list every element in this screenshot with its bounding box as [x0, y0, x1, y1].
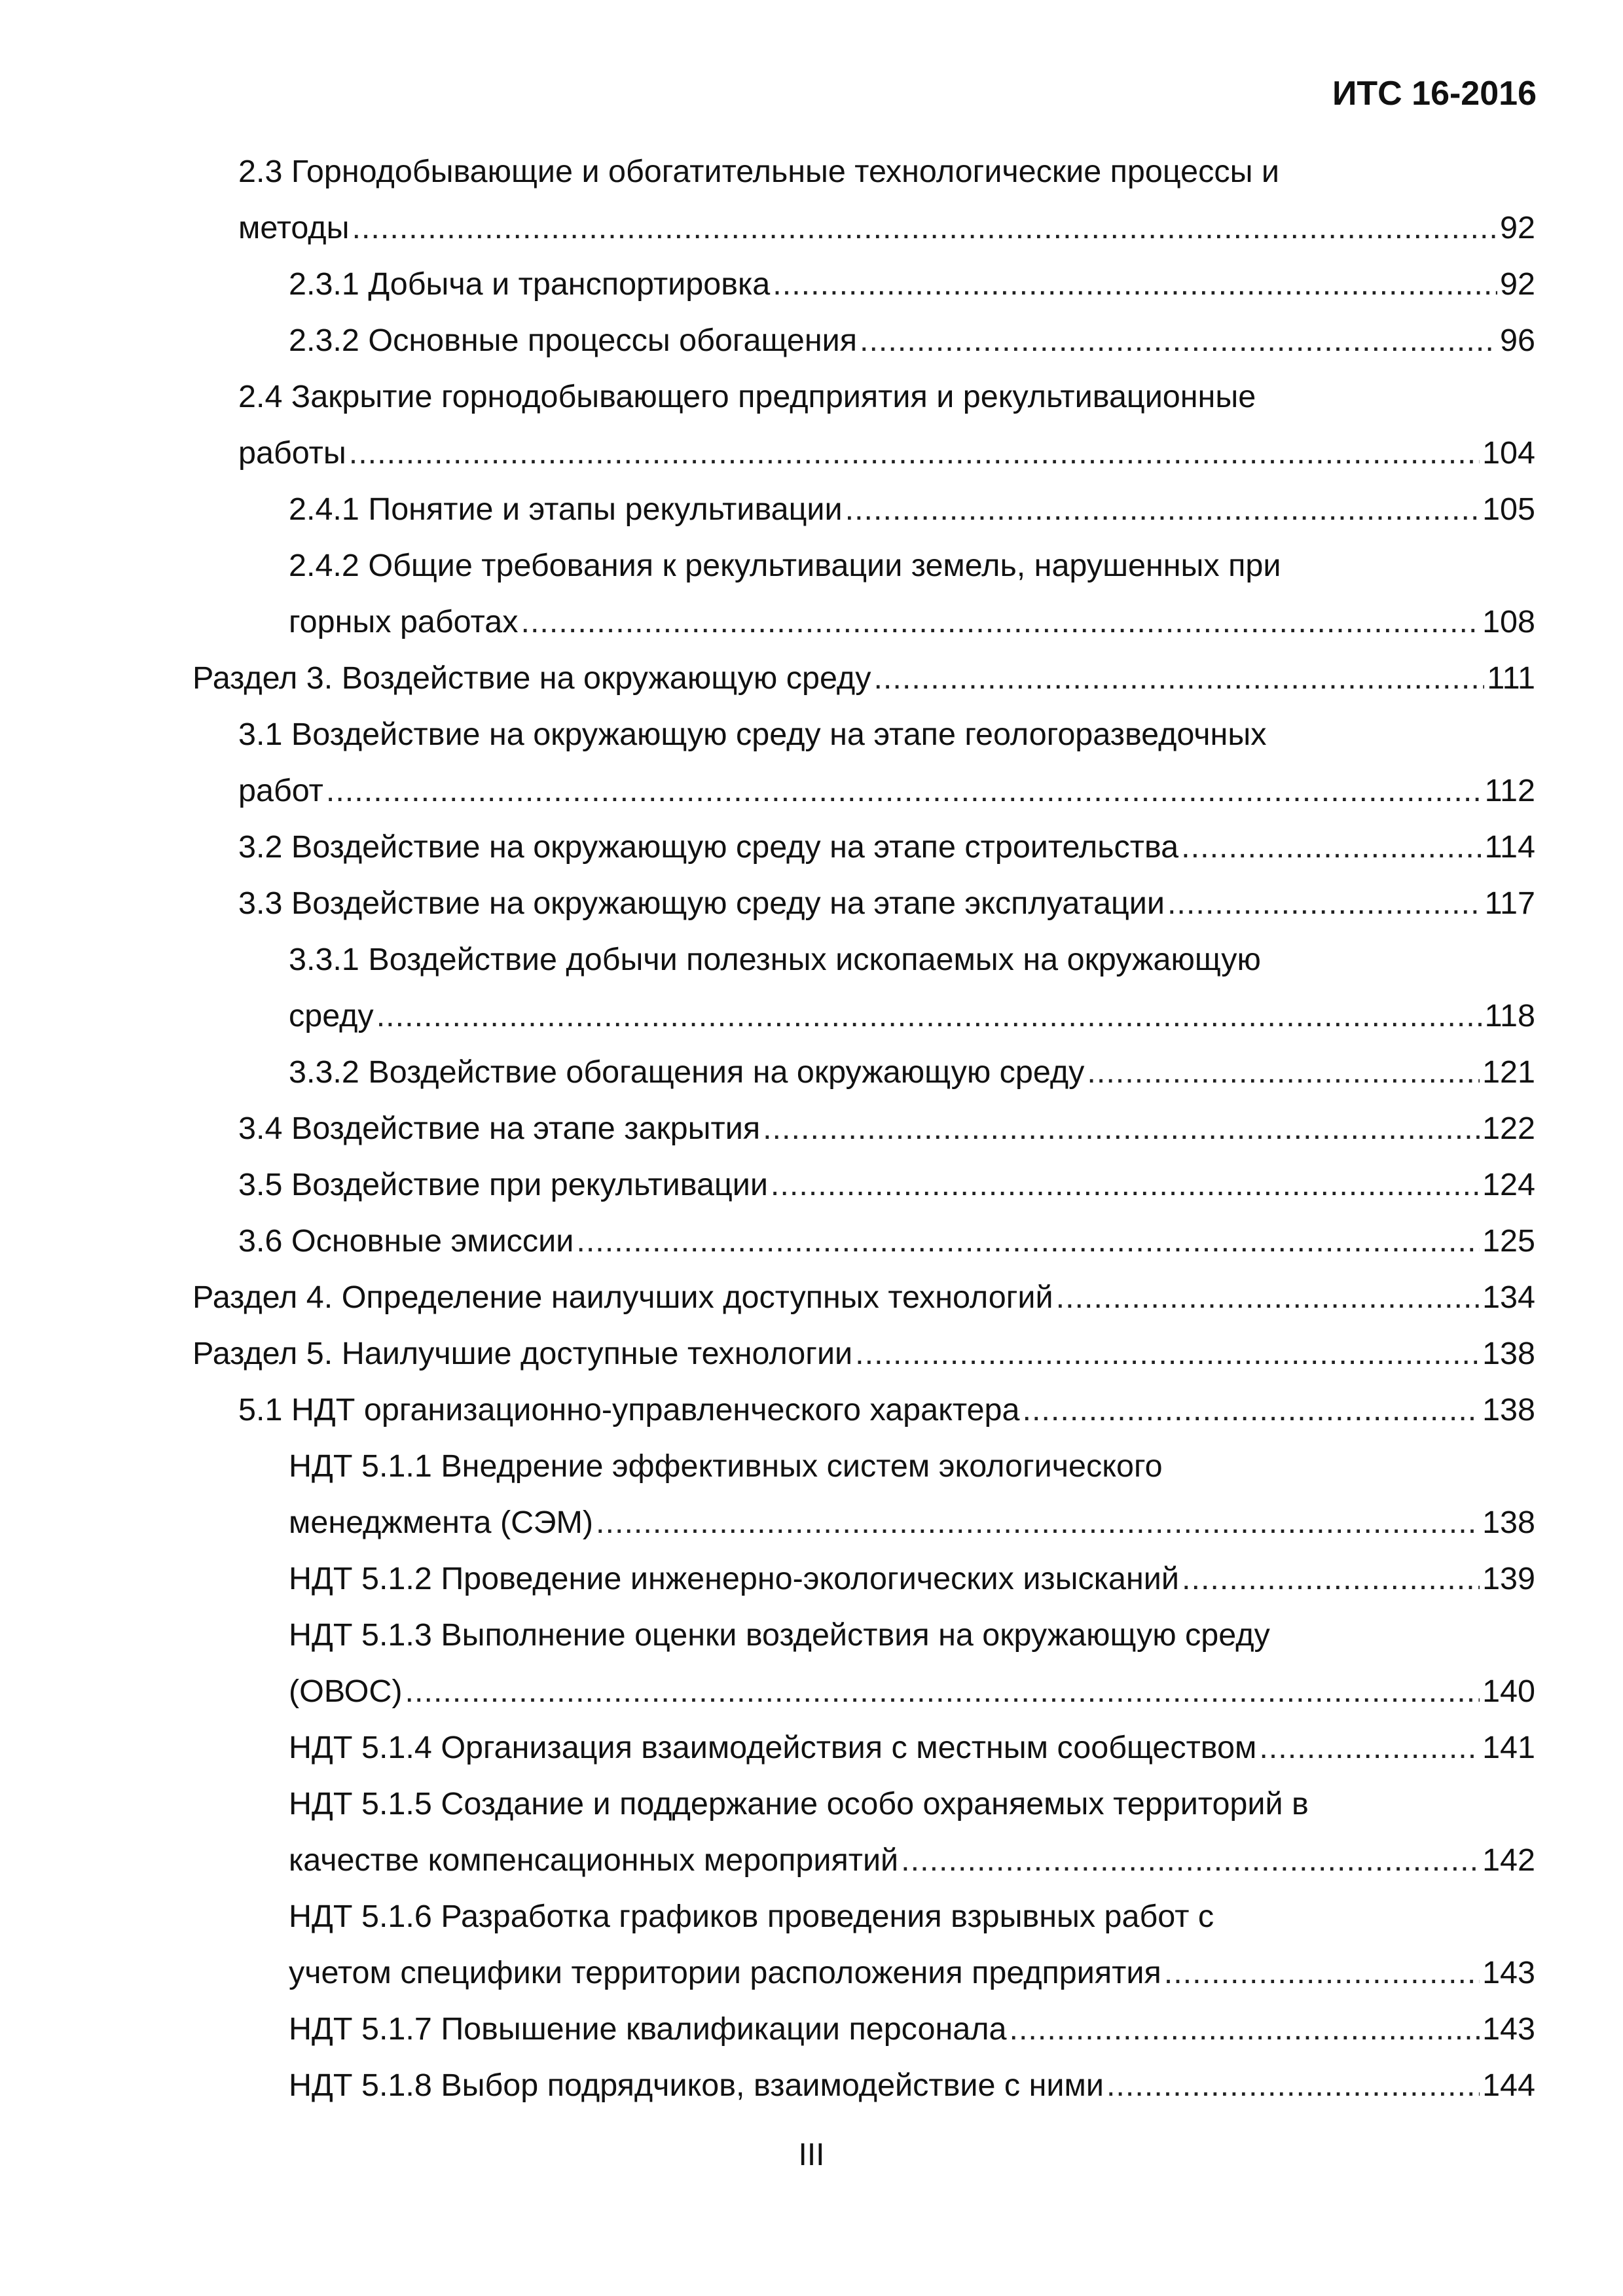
- toc-page-number: 112: [1484, 773, 1535, 808]
- dot-leader: [352, 200, 1497, 256]
- toc-entry-title: 3.5 Воздействие при рекультивации: [238, 1167, 768, 1202]
- toc-entry[interactable]: [0, 1551, 1623, 1607]
- toc-page-number: 138: [1482, 1392, 1535, 1427]
- dot-leader: [349, 425, 1480, 481]
- dot-leader: [376, 988, 1482, 1044]
- toc-page-number: 118: [1484, 998, 1535, 1033]
- toc-entry-title: 3.3.2 Воздействие обогащения на окружающую среду: [289, 1054, 1085, 1090]
- toc-entry[interactable]: [0, 1382, 1623, 1438]
- dot-leader: [1022, 1382, 1480, 1438]
- dot-leader: [1181, 819, 1482, 875]
- toc-page-number: 108: [1482, 604, 1535, 639]
- dot-leader: [520, 594, 1480, 650]
- toc-entry-title: 3.6 Основные эмиссии: [238, 1223, 574, 1259]
- toc-page-number: 96: [1500, 323, 1535, 358]
- toc-entry-title: менеджмента (СЭМ): [289, 1505, 594, 1540]
- toc-entry[interactable]: [0, 256, 1623, 312]
- toc-entry[interactable]: [0, 1044, 1623, 1100]
- toc-page-number: 142: [1482, 1842, 1535, 1878]
- toc-page-number: 92: [1500, 210, 1535, 245]
- toc-entry-title: Раздел 3. Воздействие на окружающую среду: [192, 660, 871, 696]
- toc-entry[interactable]: [0, 1888, 1623, 2001]
- toc-entry-title: среду: [289, 998, 374, 1033]
- toc-entry[interactable]: [0, 1325, 1623, 1382]
- dot-leader: [771, 1157, 1480, 1213]
- dot-leader: [326, 762, 1482, 819]
- dot-leader: [1164, 1945, 1480, 2001]
- toc-entry-title: горных работах: [289, 604, 519, 639]
- toc-page-number: 121: [1482, 1054, 1535, 1090]
- toc-entry-title: качестве компенсационных мероприятий: [289, 1842, 899, 1878]
- dot-leader: [901, 1832, 1480, 1888]
- toc-entry[interactable]: [0, 1607, 1623, 1719]
- toc-page-number: 122: [1482, 1111, 1535, 1146]
- toc-entry-title: работ: [238, 773, 323, 808]
- toc-page-number: 144: [1482, 2068, 1535, 2103]
- toc-entry-title-line: НДТ 5.1.3 Выполнение оценки воздействия на окружающую среду: [289, 1617, 1270, 1653]
- toc-entry[interactable]: [0, 2001, 1623, 2057]
- table-of-contents: [0, 143, 1623, 2113]
- toc-entry-title-line: НДТ 5.1.5 Создание и поддержание особо охраняемых территорий в: [289, 1786, 1309, 1821]
- dot-leader: [1167, 875, 1482, 931]
- toc-page-number: 114: [1484, 829, 1535, 865]
- toc-entry-title-line: 2.4 Закрытие горнодобывающего предприятия и рекультивационные: [238, 379, 1256, 414]
- toc-entry-title: 2.3.2 Основные процессы обогащения: [289, 323, 857, 358]
- toc-page-number: 111: [1487, 660, 1535, 696]
- dot-leader: [405, 1663, 1480, 1719]
- toc-entry[interactable]: [0, 875, 1623, 931]
- toc-entry[interactable]: [0, 481, 1623, 537]
- page-number: III: [798, 2138, 825, 2172]
- dot-leader: [855, 1325, 1480, 1382]
- dot-leader: [845, 481, 1480, 537]
- toc-entry-title-line: НДТ 5.1.1 Внедрение эффективных систем экологического: [289, 1448, 1163, 1484]
- toc-entry-title: 3.3 Воздействие на окружающую среду на этапе эксплуатации: [238, 886, 1165, 921]
- toc-entry-title-line: 2.4.2 Общие требования к рекультивации земель, нарушенных при: [289, 548, 1281, 583]
- toc-entry-title: 2.4.1 Понятие и этапы рекультивации: [289, 492, 843, 527]
- toc-entry[interactable]: [0, 706, 1623, 819]
- dot-leader: [1106, 2057, 1480, 2113]
- dot-leader: [873, 650, 1484, 706]
- toc-entry[interactable]: [0, 143, 1623, 256]
- toc-entry-title: 5.1 НДТ организационно-управленческого характера: [238, 1392, 1020, 1427]
- toc-entry[interactable]: [0, 1719, 1623, 1776]
- toc-entry-title: 3.4 Воздействие на этапе закрытия: [238, 1111, 761, 1146]
- toc-page-number: 117: [1484, 886, 1535, 921]
- document-code: ИТС 16-2016: [1332, 75, 1537, 113]
- toc-entry-title: Раздел 4. Определение наилучших доступных технологий: [192, 1280, 1053, 1315]
- toc-page-number: 141: [1482, 1730, 1535, 1765]
- toc-page-number: 134: [1482, 1280, 1535, 1315]
- toc-entry-title: Раздел 5. Наилучшие доступные технологии: [192, 1336, 853, 1371]
- toc-entry-title: 2.3.1 Добыча и транспортировка: [289, 266, 771, 302]
- toc-page-number: 105: [1482, 492, 1535, 527]
- toc-page-number: 140: [1482, 1674, 1535, 1709]
- dot-leader: [1009, 2001, 1480, 2057]
- dot-leader: [1087, 1044, 1480, 1100]
- toc-entry-title: НДТ 5.1.8 Выбор подрядчиков, взаимодействие с ними: [289, 2068, 1104, 2103]
- toc-entry[interactable]: [0, 650, 1623, 706]
- dot-leader: [576, 1213, 1480, 1269]
- toc-entry-title: НДТ 5.1.4 Организация взаимодействия с местным сообществом: [289, 1730, 1257, 1765]
- toc-entry-title: методы: [238, 210, 350, 245]
- dot-leader: [596, 1494, 1480, 1551]
- toc-entry[interactable]: [0, 2057, 1623, 2113]
- toc-page-number: 104: [1482, 435, 1535, 471]
- toc-entry[interactable]: [0, 1157, 1623, 1213]
- toc-page-number: 138: [1482, 1505, 1535, 1540]
- toc-entry[interactable]: [0, 312, 1623, 368]
- toc-page-number: 92: [1500, 266, 1535, 302]
- dot-leader: [860, 312, 1497, 368]
- toc-entry[interactable]: [0, 368, 1623, 481]
- toc-entry[interactable]: [0, 1776, 1623, 1888]
- toc-page-number: 138: [1482, 1336, 1535, 1371]
- toc-entry-title: НДТ 5.1.7 Повышение квалификации персонала: [289, 2011, 1007, 2047]
- toc-entry[interactable]: [0, 1269, 1623, 1325]
- toc-entry[interactable]: [0, 1213, 1623, 1269]
- dot-leader: [763, 1100, 1480, 1157]
- dot-leader: [773, 256, 1497, 312]
- toc-entry-title: учетом специфики территории расположения предприятия: [289, 1955, 1161, 1990]
- toc-page-number: 125: [1482, 1223, 1535, 1259]
- toc-entry-title: (ОВОС): [289, 1674, 403, 1709]
- dot-leader: [1259, 1719, 1480, 1776]
- toc-entry-title: работы: [238, 435, 346, 471]
- toc-page-number: 139: [1482, 1561, 1535, 1596]
- toc-page-number: 143: [1482, 1955, 1535, 1990]
- toc-entry[interactable]: [0, 1438, 1623, 1551]
- toc-entry-title-line: 2.3 Горнодобывающие и обогатительные технологические процессы и: [238, 154, 1280, 189]
- toc-entry-title-line: 3.3.1 Воздействие добычи полезных ископаемых на окружающую: [289, 942, 1261, 977]
- dot-leader: [1056, 1269, 1480, 1325]
- toc-entry-title-line: 3.1 Воздействие на окружающую среду на этапе геологоразведочных: [238, 717, 1267, 752]
- toc-entry[interactable]: [0, 1100, 1623, 1157]
- toc-entry-title-line: НДТ 5.1.6 Разработка графиков проведения взрывных работ с: [289, 1899, 1214, 1934]
- toc-entry[interactable]: [0, 931, 1623, 1044]
- toc-entry[interactable]: [0, 537, 1623, 650]
- toc-page-number: 143: [1482, 2011, 1535, 2047]
- toc-page-number: 124: [1482, 1167, 1535, 1202]
- dot-leader: [1182, 1551, 1480, 1607]
- toc-entry[interactable]: [0, 819, 1623, 875]
- toc-entry-title: 3.2 Воздействие на окружающую среду на этапе строительства: [238, 829, 1179, 865]
- toc-entry-title: НДТ 5.1.2 Проведение инженерно-экологических изысканий: [289, 1561, 1179, 1596]
